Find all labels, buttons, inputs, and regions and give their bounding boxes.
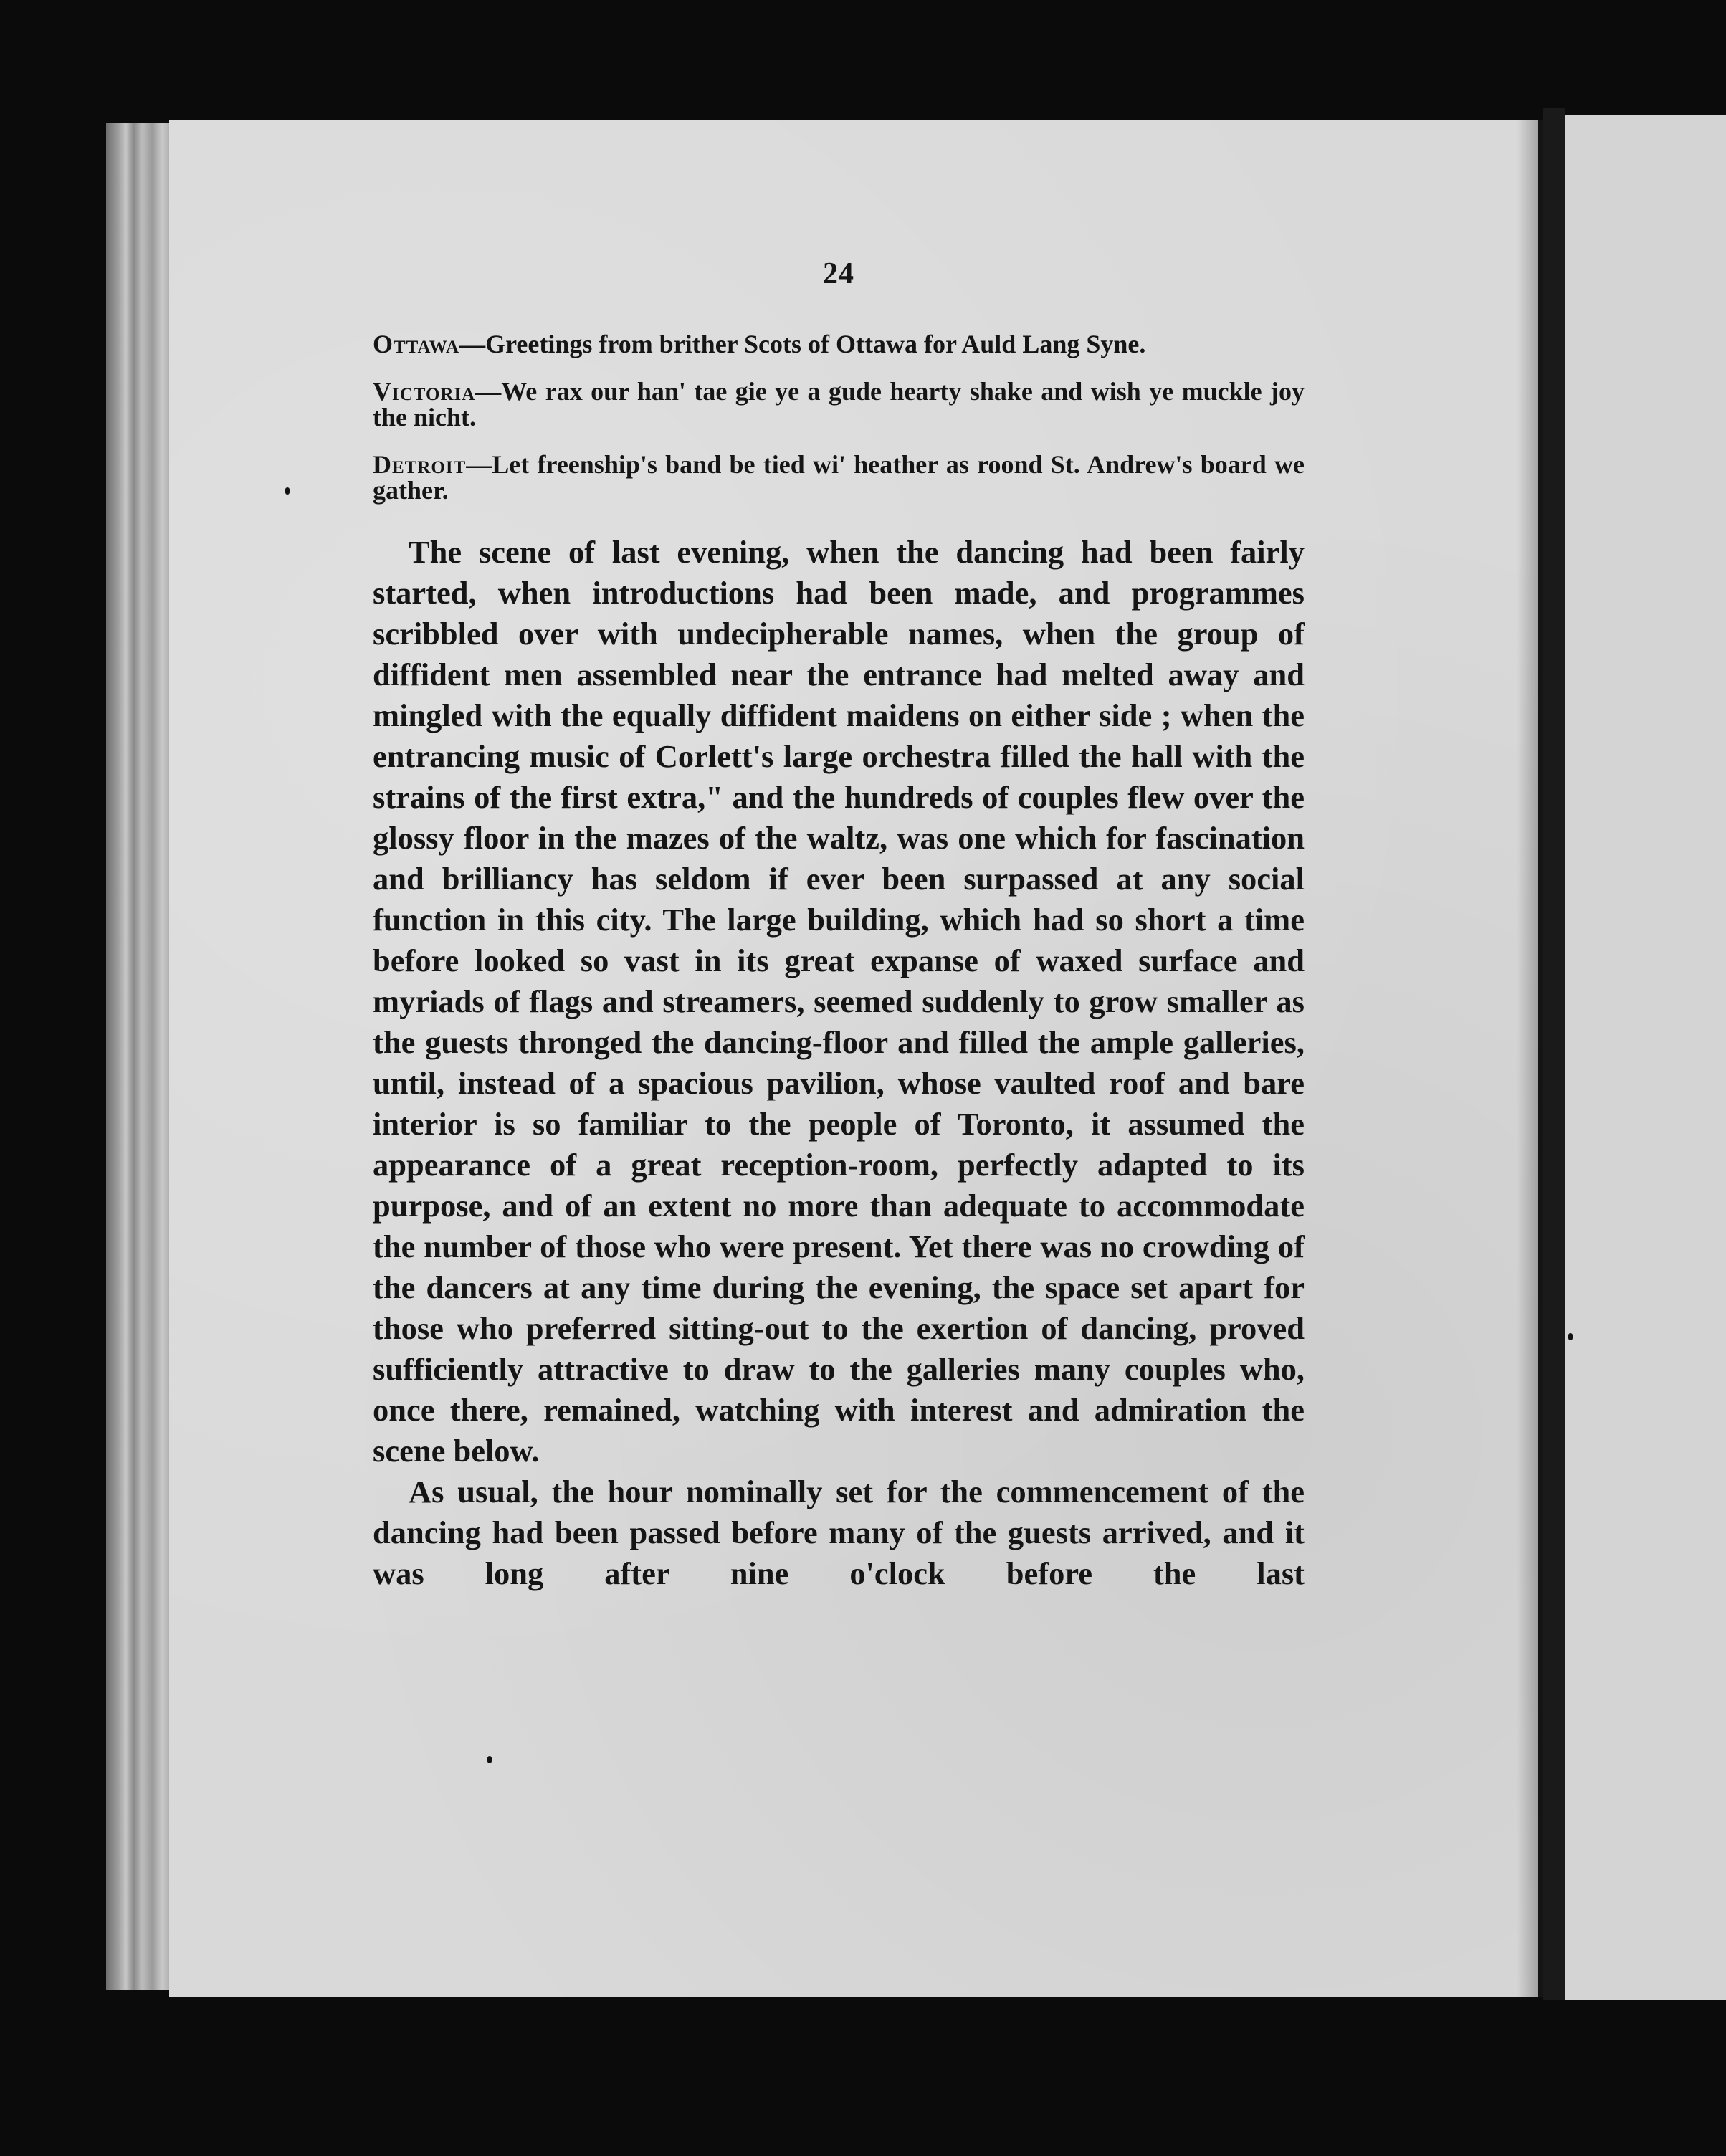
dust-speck: [285, 487, 290, 495]
dust-speck: [1568, 1333, 1573, 1340]
page-gutter-shadow: [1517, 120, 1543, 1997]
telegram-detroit: [373, 452, 1305, 503]
book-leaf-edges: [106, 123, 172, 1990]
page-text: [373, 257, 1305, 1594]
telegram-city: Victoria: [373, 377, 476, 406]
telegram-city: Ottawa: [373, 330, 460, 358]
page-number: 24: [823, 257, 854, 290]
body-paragraph: The scene of last evening, when the dancing had been fairly started, when introductions had been made, and programmes scribbled over with undecipherable names, when the group of diffident men assembled near the entrance had melted away and mingled with the equally diffident maidens on either side ; when the entrancing music of Corlett's large orchestra filled the hall with the strains of the first extra," and the hundreds of couples flew over the glossy floor in the mazes of the waltz, was one which for fascination and brilliancy has seldom if ever been surpassed at any social function in this city. The large building, which had so short a time before looked so vast in its great expanse of waxed surface and myriads of flags and streamers, seemed suddenly to grow smaller as the guests thronged the dancing-floor and filled the ample galleries, until, instead of a spacious pavilion, whose vaulted roof and bare interior is so familiar to the people of Toronto, it assumed the appearance of a great reception-room, perfectly adapted to its purpose, and of an extent no more than adequate to accommodate the number of those who were present. Yet there was no crowding of the dancers at any time during the evening, the space set apart for those who preferred sitting-out to the exertion of dancing, proved sufficiently attractive to draw to the galleries many couples who, once there, remained, watching with interest and admiration the scene below.: [373, 534, 1305, 1469]
telegram-dash: —: [475, 377, 502, 406]
telegram-city: Detroit: [373, 450, 467, 479]
dust-speck: [487, 1756, 492, 1763]
telegram-ottawa: [373, 331, 1305, 357]
telegram-victoria: [373, 378, 1305, 430]
telegram-dash: —: [459, 330, 486, 358]
telegram-message: Let freenship's band be tied wi' heather as roond St. Andrew's board we gather.: [373, 450, 1305, 505]
book-gutter: [1543, 108, 1565, 2000]
telegram-message: We rax our han' tae gie ye a gude hearty shake and wish ye muckle joy the nicht.: [373, 377, 1305, 431]
body-paragraph: As usual, the hour nominally set for the commencement of the dancing had been passed before many of the guests arrived, and it was long after nine o'clock before the last: [373, 1474, 1305, 1591]
telegram-message: Greetings from brither Scots of Ottawa for Auld Lang Syne.: [485, 330, 1146, 358]
facing-page-edge: [1565, 115, 1726, 2000]
telegram-dash: —: [466, 450, 492, 479]
